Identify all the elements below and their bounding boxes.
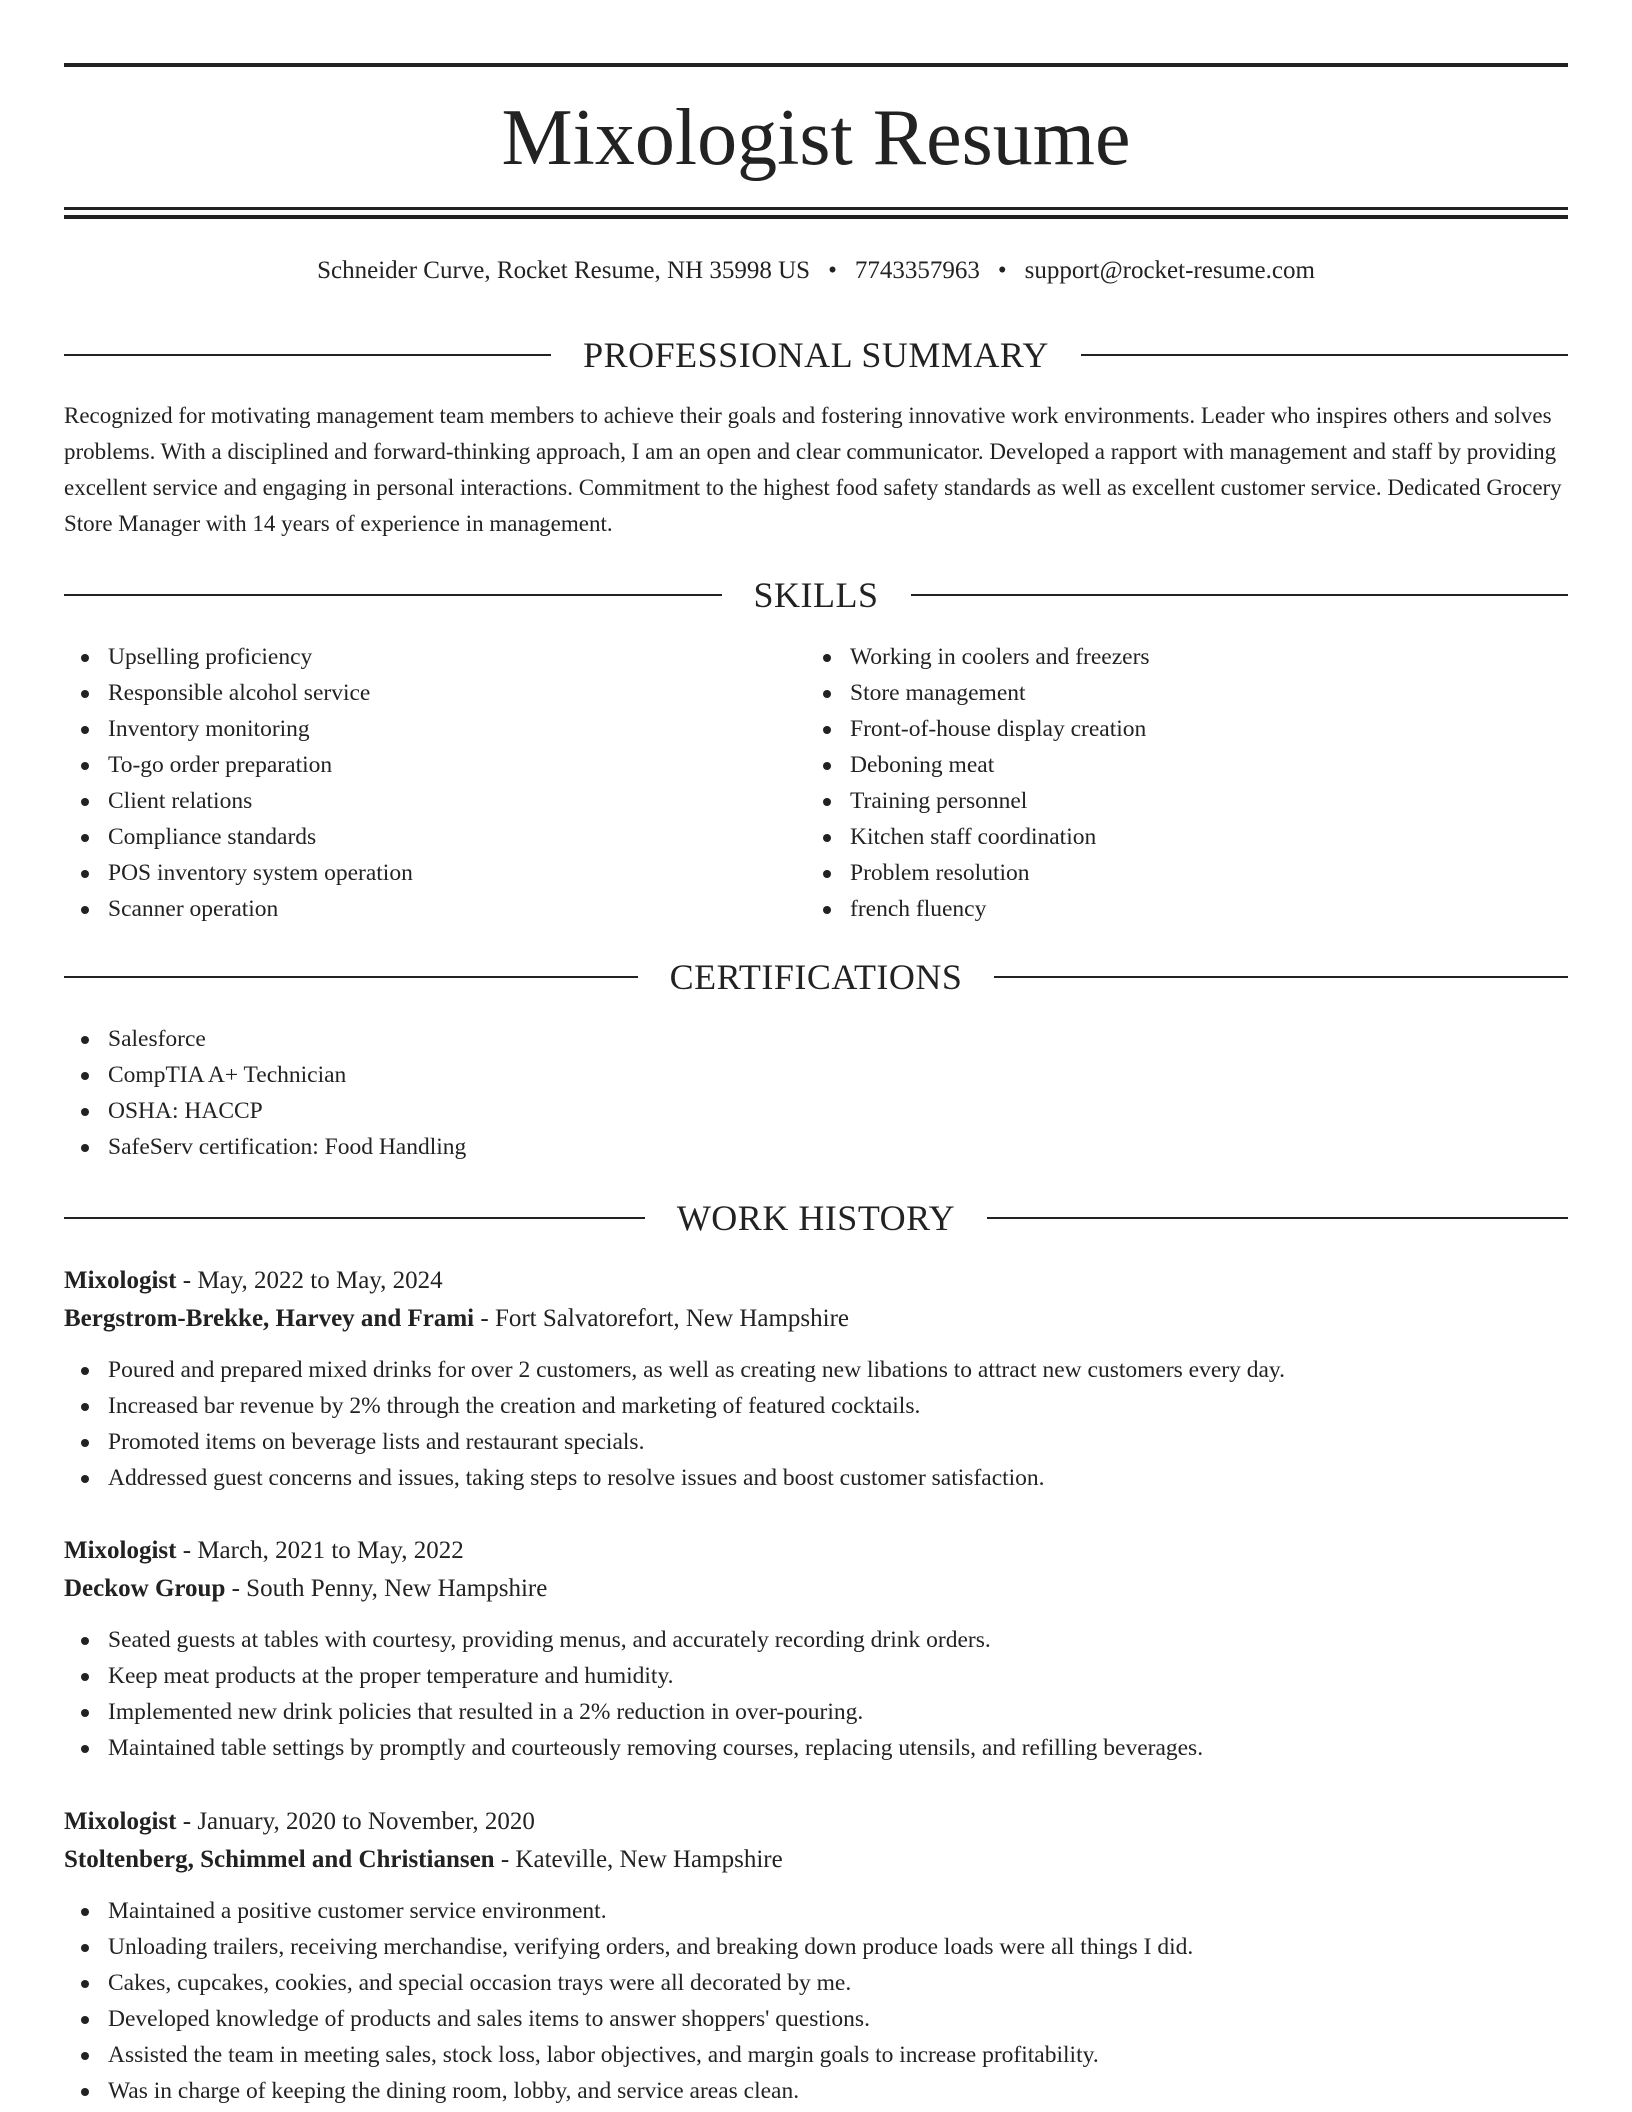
job-location: - Fort Salvatorefort, New Hampshire [474, 1305, 850, 1332]
summary-text: Recognized for motivating management team members to achieve their goals and fostering innovative work environments. Leader who inspires others and solves problems. With a disciplined and forward-thinking approach, I am an open and clear communicator. Developed a rapport with management and staff by providing excellent service and engaging in personal interactions. Commitment to the highest food safety standards as well as excellent customer service. Dedicated Grocery Store Manager with 14 years of experience in management. [64, 403, 1562, 536]
certification-item: CompTIA A+ Technician [64, 1057, 1568, 1093]
section-heading-certifications [64, 955, 1568, 999]
skill-item: POS inventory system operation [64, 855, 804, 891]
job-duty-item: Poured and prepared mixed drinks for over 2 customers, as well as creating new libations to attract new customers every day. [64, 1352, 1568, 1388]
job-company-line [64, 1570, 1568, 1608]
job-company-line [64, 1841, 1568, 1879]
contact-line [64, 254, 1568, 288]
certification-item: SafeServ certification: Food Handling [64, 1129, 1568, 1165]
certifications-list [64, 1021, 1568, 1165]
job-company: Stoltenberg, Schimmel and Christiansen [64, 1846, 495, 1873]
section-title: PROFESSIONAL SUMMARY [583, 335, 1049, 375]
job-role: Mixologist [64, 1537, 177, 1564]
job-dates: - January, 2020 to November, 2020 [176, 1808, 535, 1835]
heading-rule [911, 594, 1569, 596]
job-duties [64, 1352, 1568, 1496]
job-duty-item: Developed knowledge of products and sales items to answer shoppers' questions. [64, 2001, 1568, 2037]
skill-item: Client relations [64, 783, 804, 819]
job-location: - South Penny, New Hampshire [225, 1575, 548, 1602]
job-duty-item: Maintained table settings by promptly and courteously removing courses, replacing utensils, and refilling beverages. [64, 1730, 1568, 1766]
skill-item: Upselling proficiency [64, 639, 804, 675]
job-duties [64, 1893, 1568, 2109]
job-role-line [64, 1803, 1568, 1841]
job-duty-item: Keep meat products at the proper temperature and humidity. [64, 1658, 1568, 1694]
skill-item: Kitchen staff coordination [806, 819, 1568, 855]
job-entry [64, 1262, 1568, 1496]
heading-rule [64, 354, 551, 356]
skill-item: Inventory monitoring [64, 711, 804, 747]
skill-item: To-go order preparation [64, 747, 804, 783]
heading-rule [994, 976, 1568, 978]
job-dates: - March, 2021 to May, 2022 [176, 1537, 464, 1564]
contact-separator: • [997, 257, 1007, 284]
contact-phone: 7743357963 [854, 257, 980, 284]
job-entry [64, 1803, 1568, 2109]
job-role: Mixologist [64, 1808, 177, 1835]
certification-item: OSHA: HACCP [64, 1093, 1568, 1129]
contact-email: support@rocket-resume.com [1024, 257, 1315, 284]
heading-rule [987, 1217, 1568, 1219]
job-role-line [64, 1532, 1568, 1570]
skill-item: french fluency [806, 891, 1568, 927]
contact-address: Schneider Curve, Rocket Resume, NH 35998 US [317, 257, 811, 284]
job-duty-item: Cakes, cupcakes, cookies, and special occasion trays were all decorated by me. [64, 1965, 1568, 2001]
job-role-line [64, 1262, 1568, 1300]
job-duty-item: Implemented new drink policies that resulted in a 2% reduction in over-pouring. [64, 1694, 1568, 1730]
contact-separator: • [828, 257, 837, 284]
section-heading-summary [64, 333, 1568, 377]
skill-item: Responsible alcohol service [64, 675, 804, 711]
skill-item: Deboning meat [806, 747, 1568, 783]
heading-rule [64, 594, 722, 596]
heading-rule [1081, 354, 1568, 356]
job-duty-item: Maintained a positive customer service environment. [64, 1893, 1568, 1929]
job-duty-item: Increased bar revenue by 2% through the creation and marketing of featured cocktails. [64, 1388, 1568, 1424]
resume-title: Mixologist Resume [501, 94, 1131, 182]
job-duty-item: Promoted items on beverage lists and restaurant specials. [64, 1424, 1568, 1460]
heading-rule [64, 976, 638, 978]
section-heading-skills [64, 573, 1568, 617]
skill-item: Problem resolution [806, 855, 1568, 891]
section-title: SKILLS [753, 575, 879, 615]
section-title: CERTIFICATIONS [669, 957, 963, 997]
job-duty-item: Assisted the team in meeting sales, stock loss, labor objectives, and margin goals to increase profitability. [64, 2037, 1568, 2073]
skill-item: Store management [806, 675, 1568, 711]
job-entry [64, 1532, 1568, 1766]
job-role: Mixologist [64, 1267, 177, 1294]
job-location: - Kateville, New Hampshire [494, 1846, 783, 1873]
skill-item: Compliance standards [64, 819, 804, 855]
skill-item: Working in coolers and freezers [806, 639, 1568, 675]
job-duty-item: Addressed guest concerns and issues, taking steps to resolve issues and boost customer satisfaction. [64, 1460, 1568, 1496]
heading-rule [64, 1217, 645, 1219]
job-duties [64, 1622, 1568, 1766]
certification-item: Salesforce [64, 1021, 1568, 1057]
job-duty-item: Unloading trailers, receiving merchandise, verifying orders, and breaking down produce loads were all things I did. [64, 1929, 1568, 1965]
skill-item: Front-of-house display creation [806, 711, 1568, 747]
job-dates: - May, 2022 to May, 2024 [176, 1267, 443, 1294]
skills-list-left [64, 639, 804, 927]
job-duty-item: Was in charge of keeping the dining room, lobby, and service areas clean. [64, 2073, 1568, 2109]
skill-item: Training personnel [806, 783, 1568, 819]
job-company: Bergstrom-Brekke, Harvey and Frami [64, 1305, 475, 1332]
skills-list-right [806, 639, 1568, 927]
section-heading-work-history [64, 1196, 1568, 1240]
job-duty-item: Seated guests at tables with courtesy, providing menus, and accurately recording drink orders. [64, 1622, 1568, 1658]
section-title: WORK HISTORY [676, 1198, 956, 1238]
skill-item: Scanner operation [64, 891, 804, 927]
title-double-rule [64, 207, 1568, 219]
job-company: Deckow Group [64, 1575, 226, 1602]
job-company-line [64, 1300, 1568, 1338]
top-rule [64, 63, 1568, 67]
